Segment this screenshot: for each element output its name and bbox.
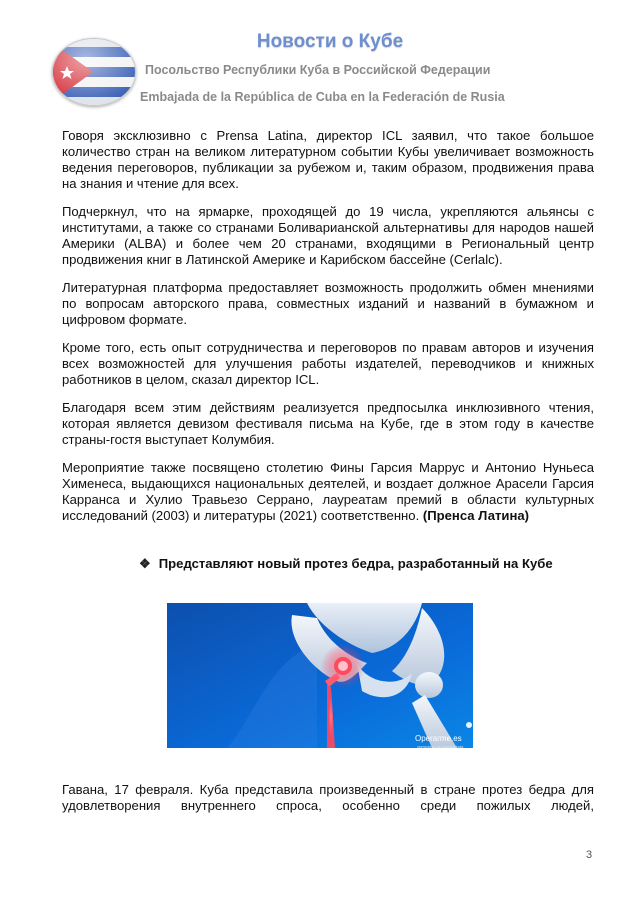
embassy-name-es: Embajada de la República de Cuba en la Federación de Rusia [140,90,505,104]
paragraph: Говоря эксклюзивно с Prensa Latina, директор ICL заявил, что такое большое количество стран на великом литературном событии Кубы увеличивает возможность ведения переговоров, публикации за рубежом и, таким образом, продвижения права на знания и чтение для всех. [62,128,594,191]
source-credit: (Пренса Латина) [422,508,529,523]
page-header [0,0,640,120]
diamond-bullet-icon: ❖ [139,556,151,571]
image-watermark-tagline: operaciones de traumatología [417,745,464,748]
paragraph: Кроме того, есть опыт сотрудничества и переговоров по правам авторов и изучения всех возможностей для улучшения работы издателей, переводчиков и книжных работников в целом, сказал директор ICL. [62,340,594,387]
header-title: Новости о Кубе [256,31,404,52]
embassy-name-ru: Посольство Республики Куба в Российской Федерации [145,63,491,77]
article-heading-text: Представляют новый протез бедра, разработанный на Кубе [158,556,553,571]
paragraph: Подчеркнул, что на ярмарке, проходящей до 19 числа, укрепляются альянсы с институтами, а также со странами Боливарианской альтернативы для народов нашей Америки (ALBA) и более чем 20 странами, входящими в Региональный центр продвижения книг в Латинской Америке и Карибском бассейне (Cerlalc). [62,204,594,267]
article-heading [139,556,553,572]
paragraph-with-source [62,460,594,524]
paragraph: Литературная платформа предоставляет возможность продолжить обмен мнениями по вопросам авторского права, совместных изданий и названий в бумажном и цифровом формате. [62,280,594,327]
paragraph: Благодаря всем этим действиям реализуется предпосылка инклюзивного чтения, которая является девизом фестиваля письма на Кубе, где в этом году в качестве страны-гостя выступает Колумбия. [62,400,594,447]
hip-prosthesis-image [167,603,473,748]
article-body [62,128,594,536]
image-watermark: Operarme.es [415,734,462,743]
article-lead-paragraph: Гавана, 17 февраля. Куба представила произведенный в стране протез бедра для удовлетворения внутреннего спроса, особенно среди пожилых людей, [62,782,594,813]
paragraph-text: Мероприятие также посвящено столетию Фины Гарсия Маррус и Антонио Нуньеса Хименеса, выдающихся национальных деятелей, и воздает должное Арасели Гарсия Карранса и Хулио Травьезо Серрано, лауреатам премий в области культурных исследований (2003) и литературы (2021) соответственно. [62,460,594,523]
page-number: 3 [586,849,593,861]
